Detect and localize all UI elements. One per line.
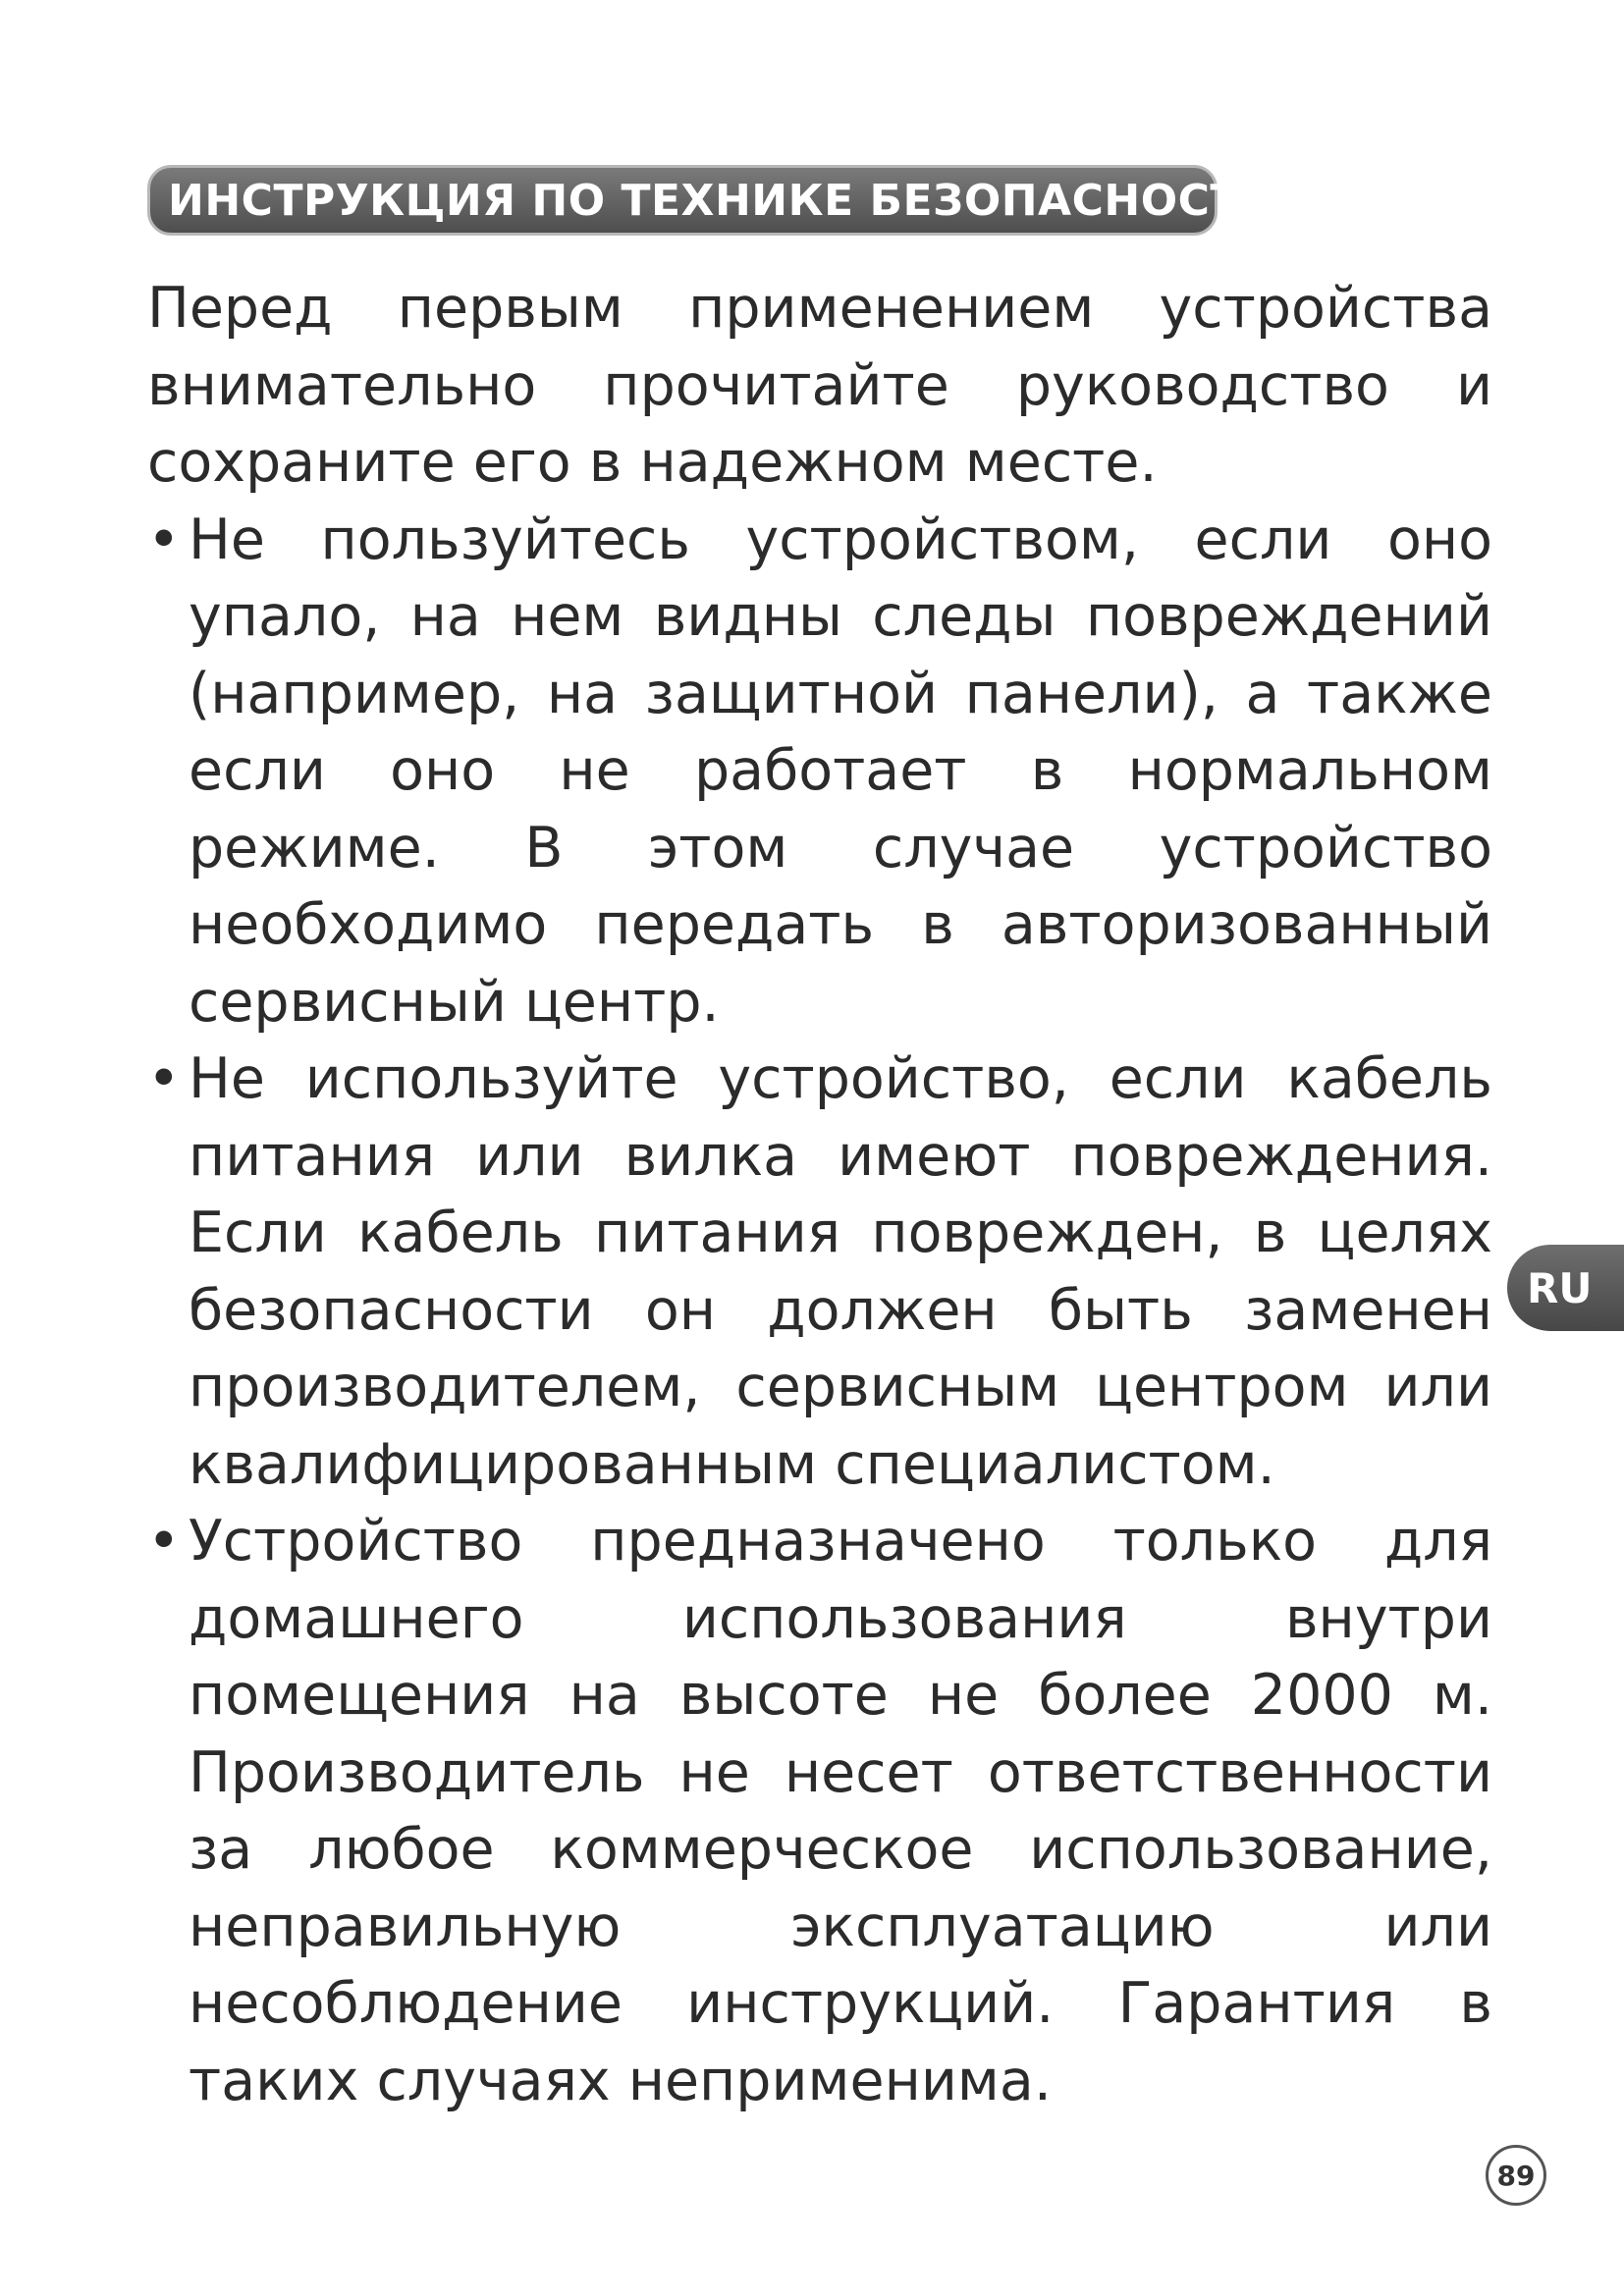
bullet-marker: •: [147, 507, 181, 572]
bullet-marker: •: [147, 1509, 181, 1574]
page-content: [147, 270, 1492, 2119]
bullet-item-damaged-device: [147, 502, 1492, 1041]
bullet-item-damaged-cable: [147, 1041, 1492, 1503]
language-tab: [1507, 1245, 1624, 1331]
bullet-text: Не используйте устройство, если кабель питания или вилка имеют повреждения. Если кабель питания поврежден, в целях безопасности он должен быть заменен производителем, сервисным центром или квалифицированным специалистом.: [189, 1046, 1492, 1497]
bullet-item-household-use: [147, 1503, 1492, 2119]
section-title: ИНСТРУКЦИЯ ПО ТЕХНИКЕ БЕЗОПАСНОСТИ: [168, 175, 1277, 226]
intro-paragraph: Перед первым применением устройства внимательно прочитайте руководство и сохраните его в надежном месте.: [147, 276, 1492, 495]
language-tab-label: RU: [1527, 1263, 1593, 1312]
bullet-marker: •: [147, 1046, 181, 1111]
safety-bullet-list: [147, 502, 1492, 2120]
page-number: 89: [1486, 2145, 1546, 2206]
bullet-text: Устройство предназначено только для домашнего использования внутри помещения на высоте не более 2000 м. Производитель не несет ответственности за любое коммерческое использование, неправильную эксплуатацию или несоблюдение инструкций. Гарантия в таких случаях неприменима.: [189, 1509, 1492, 2113]
section-header: [147, 165, 1277, 236]
bullet-text: Не пользуйтесь устройством, если оно упало, на нем видны следы повреждений (например, на защитной панели), а также если оно не работает в нормальном режиме. В этом случае устройство необходимо передать в авторизованный сервисный центр.: [189, 507, 1492, 1035]
